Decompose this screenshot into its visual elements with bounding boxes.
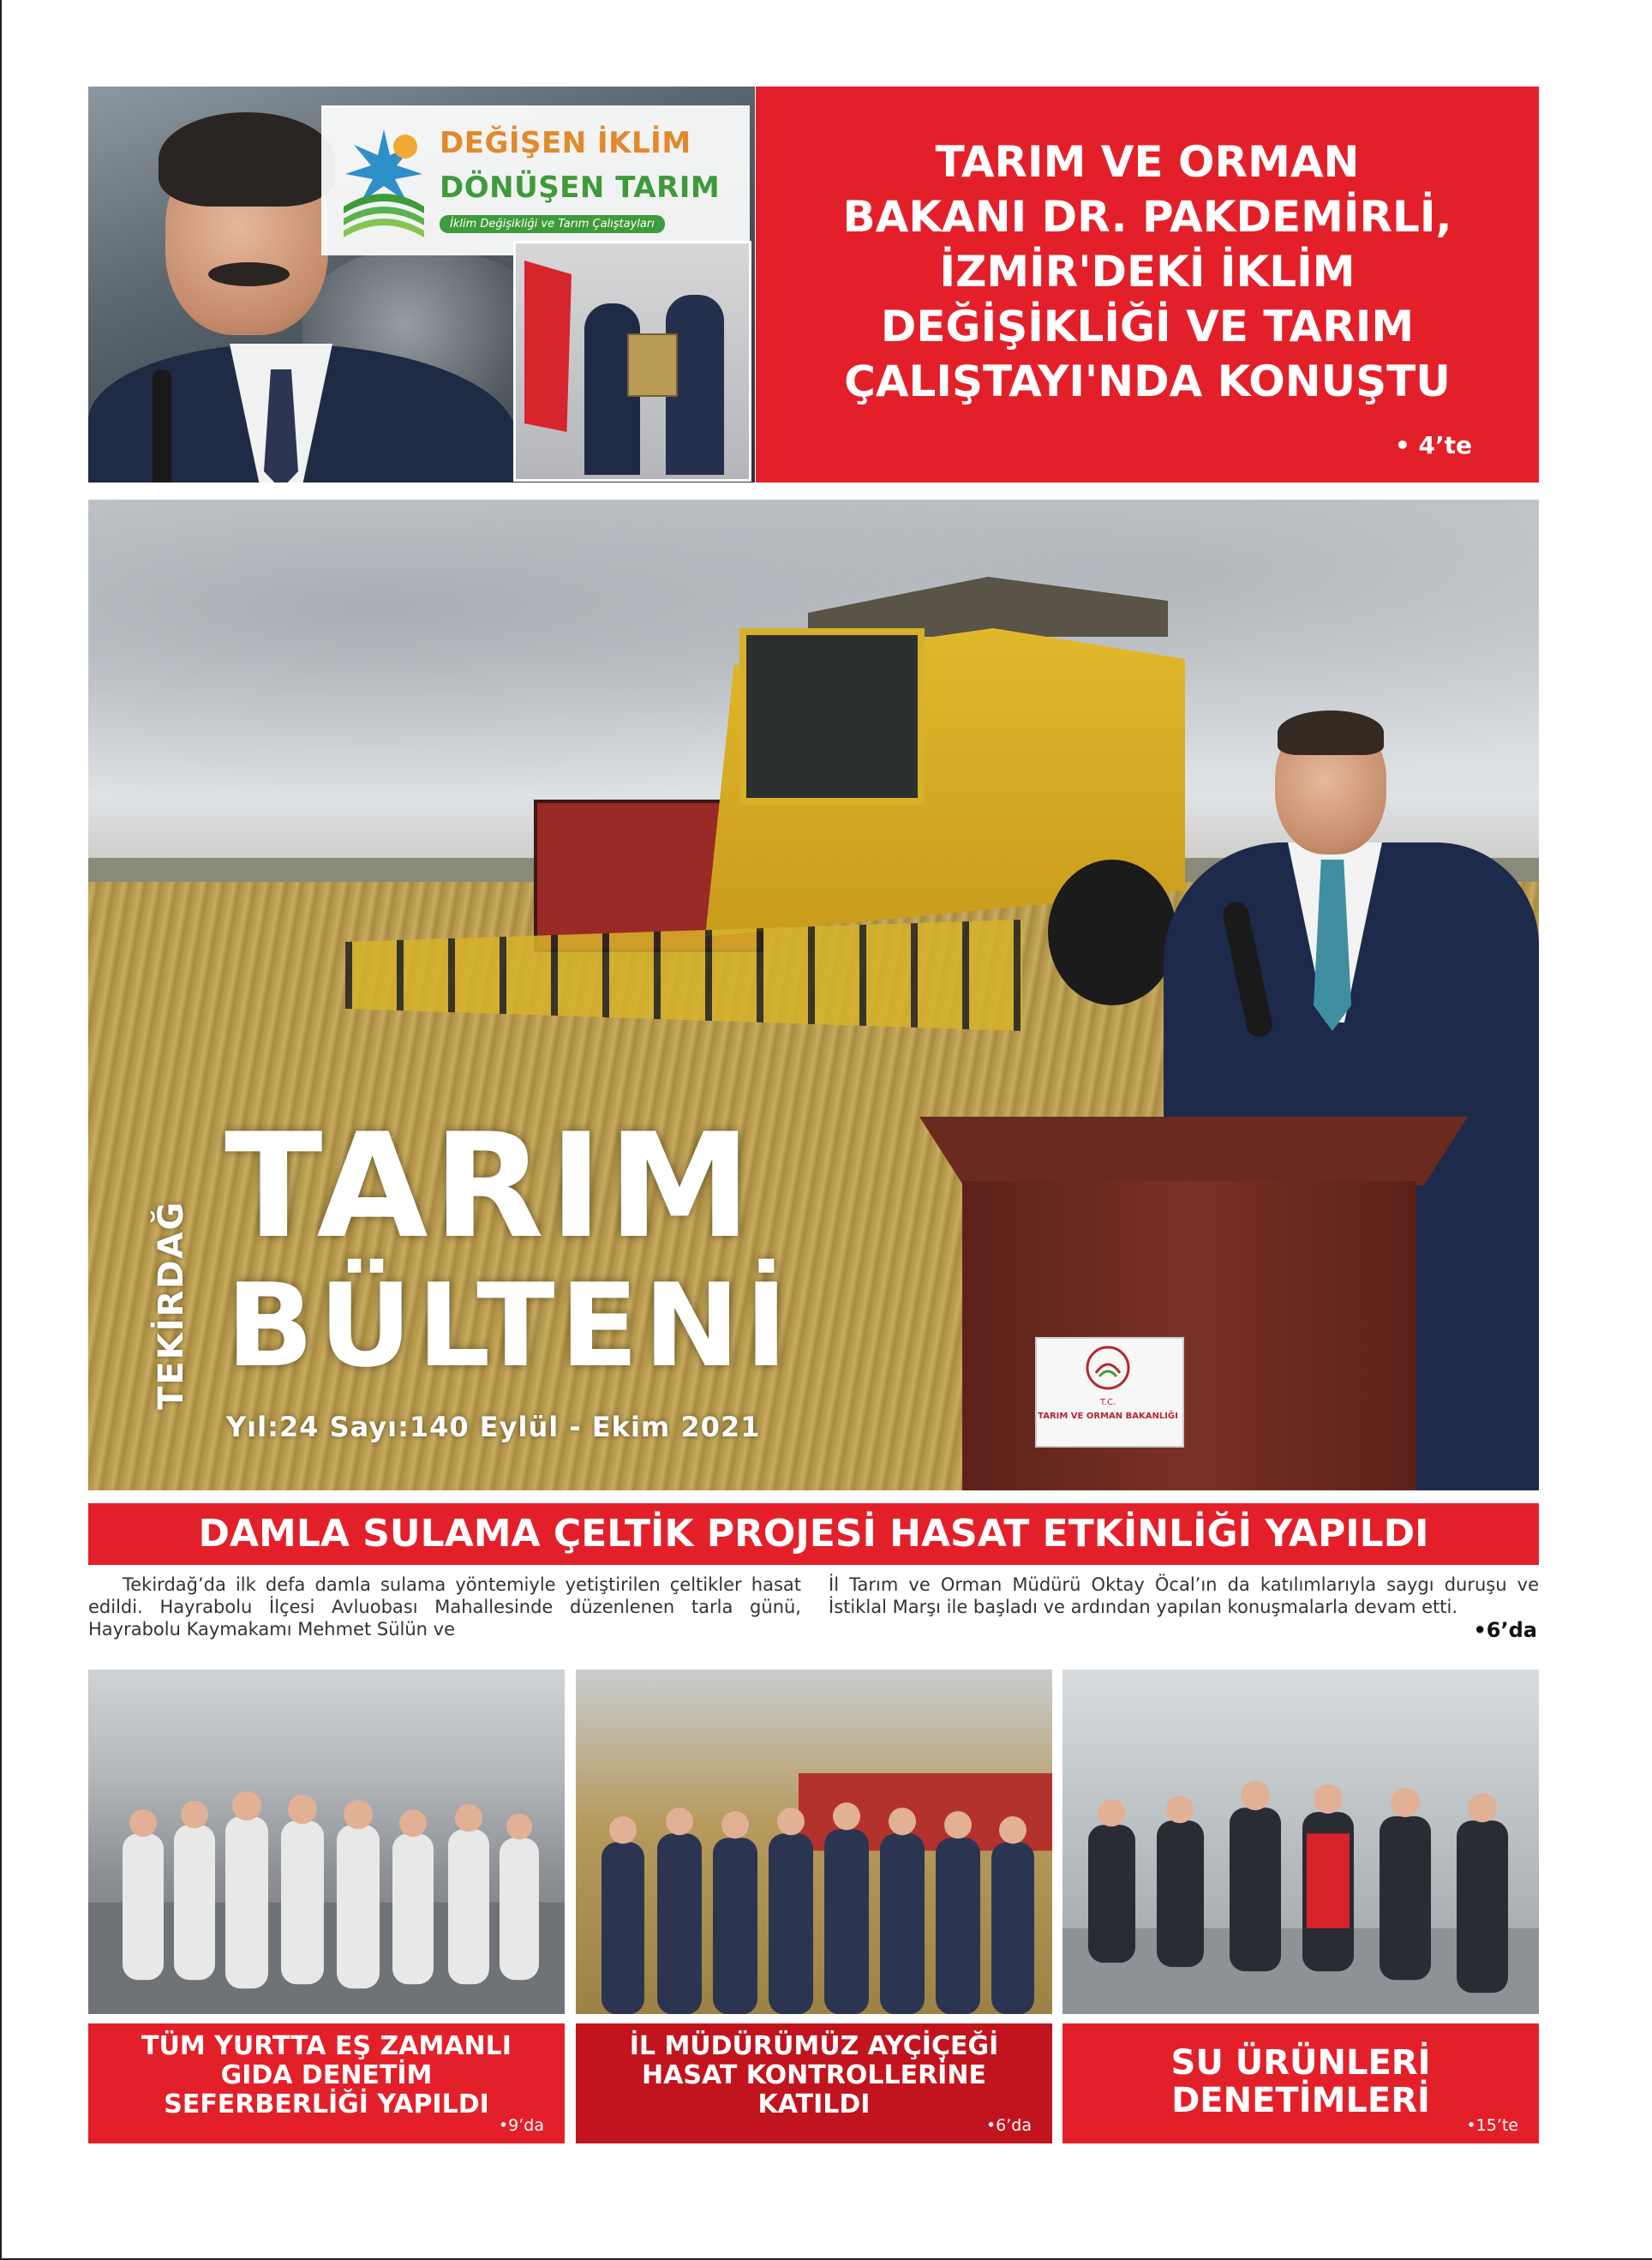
inset-plaque — [627, 333, 678, 397]
ministry-emblem-icon — [1084, 1344, 1132, 1392]
top-headline[interactable]: TARIM VE ORMAN BAKANI DR. PAKDEMİRLİ, İZMİR'DEKİ İKLİM DEĞİŞİKLİĞİ VE TARIM ÇALIŞTAYI'NDA KONUŞTU — [842, 137, 1452, 406]
minister-moustache — [208, 262, 290, 286]
food-inspection-photo[interactable] — [88, 1670, 565, 2014]
podium-tc-label: T.C. — [1099, 1398, 1116, 1407]
inspectors-at-fish-market — [1062, 1773, 1539, 2014]
main-headline-bar[interactable] — [88, 1503, 1539, 1565]
microphone — [153, 369, 171, 483]
main-headline[interactable]: DAMLA SULAMA ÇELTİK PROJESİ HASAT ETKİNLİĞİ YAPILDI — [198, 1512, 1429, 1556]
sunflower-harvest-photo[interactable] — [576, 1670, 1052, 2014]
podium-top — [919, 1117, 1468, 1185]
fishery-inspection-photo[interactable] — [1062, 1670, 1539, 2014]
podium — [962, 1181, 1416, 1490]
caption-sunflower-harvest-page-ref: •6’da — [985, 2116, 1032, 2135]
speaker-hair — [1278, 710, 1384, 755]
logo-title-line2: DÖNÜŞEN TARIM — [440, 171, 721, 205]
masthead-city: TEKİRDAĞ — [152, 1200, 191, 1410]
logo-subtitle: İklim Değişikliği ve Tarım Çalıştayları — [440, 215, 665, 233]
masthead-title-line2: BÜLTENİ — [226, 1259, 793, 1393]
climate-workshop-logo — [321, 105, 750, 255]
main-article-column-1: Tekirdağ’da ilk defa damla sulama yöntemiyle yetiştirilen çeltikler hasat edildi. Hayrabolu İlçesi Avluobası Mahallesinde düzenlenen tarla günü, Hayrabolu Kaymakamı Mehmet Sülün ve — [88, 1574, 801, 1640]
caption-fishery-inspection-title[interactable]: SU ÜRÜNLERİ DENETİMLERİ — [1170, 2043, 1431, 2120]
caption-fishery-inspection-page-ref: •15’te — [1466, 2116, 1518, 2135]
turkish-flag — [524, 261, 572, 432]
caption-fishery-inspection[interactable] — [1062, 2023, 1539, 2143]
minister-hair — [159, 112, 335, 207]
masthead-title-line1: TARIM — [224, 1102, 757, 1270]
caption-sunflower-harvest-title[interactable]: İL MÜDÜRÜMÜZ AYÇİÇEĞİ HASAT KONTROLLERİNE KATILDI — [629, 2031, 999, 2119]
caption-food-inspection-title[interactable]: TÜM YURTTA EŞ ZAMANLI GIDA DENETİM SEFERBERLİĞİ YAPILDI — [141, 2031, 512, 2119]
top-headline-page-ref: • 4’te — [1394, 431, 1472, 459]
climate-logo-icon — [337, 121, 431, 241]
combine-cab — [739, 628, 925, 805]
logo-title-line1: DEĞİŞEN İKLİM — [440, 126, 691, 160]
minister-photo[interactable] — [88, 87, 755, 483]
group-in-sunflower-field — [576, 1773, 1052, 2014]
combine-wheel — [1048, 860, 1176, 1005]
caption-food-inspection[interactable] — [88, 2023, 565, 2143]
top-headline-box[interactable] — [756, 87, 1539, 483]
main-article-column-2: İl Tarım ve Orman Müdürü Oktay Öcal’ın da katılımlarıyla saygı duruşu ve İstiklal Marşı ile başladı ve ardından yapılan konuşmalarla devam etti. — [829, 1574, 1539, 1617]
caption-food-inspection-page-ref: •9’da — [498, 2116, 544, 2135]
group-of-inspectors — [88, 1773, 565, 2014]
podium-ministry-label: TARIM VE ORMAN BAKANLIĞI — [1038, 1412, 1178, 1421]
masthead-issue-info: Yıl:24 Sayı:140 Eylül - Ekim 2021 — [226, 1411, 761, 1443]
caption-sunflower-harvest[interactable] — [576, 2023, 1052, 2143]
main-article-page-ref: •6’da — [1473, 1618, 1537, 1642]
plaque-ceremony-inset — [513, 241, 751, 482]
